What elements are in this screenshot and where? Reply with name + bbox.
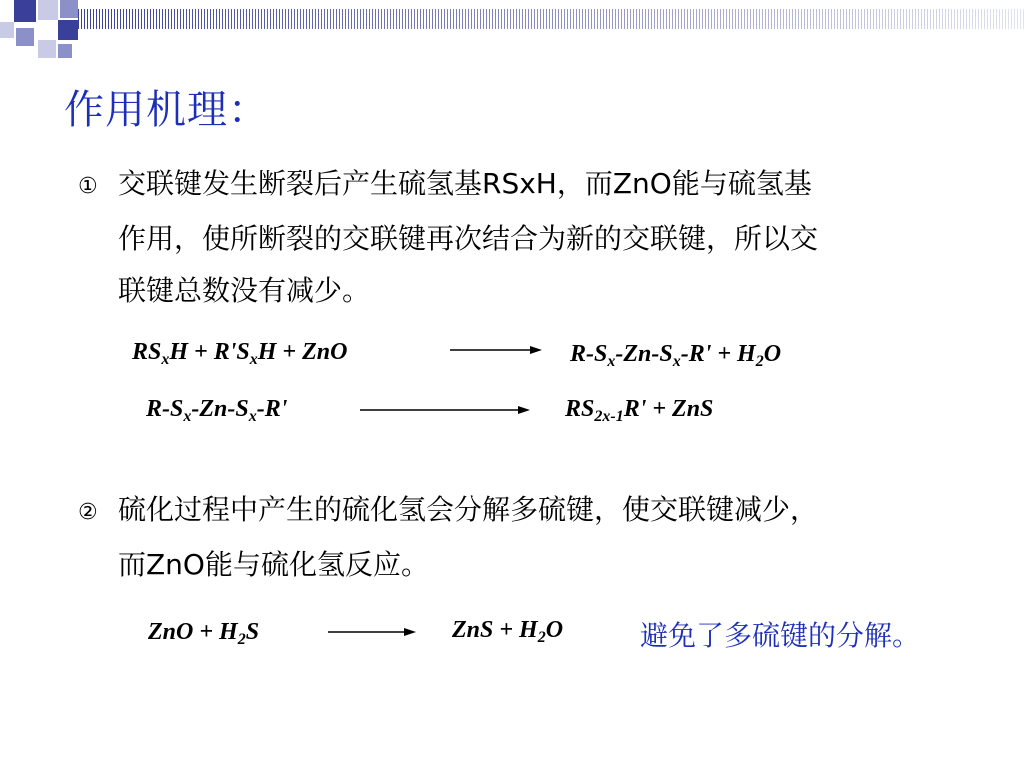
formula-text: -R' + H [680,341,756,367]
decor-square [14,0,36,22]
formula-text: RS [565,396,595,422]
decor-square [58,44,72,58]
equation-2-products [565,396,714,425]
formula-text: R' + ZnS [623,396,714,422]
formula-subscript: x [672,353,681,370]
equation-2-reactants [146,396,288,425]
formula-subscript: 2 [537,629,546,646]
formula-text: O [763,341,782,367]
formula-text: ZnS + H [452,617,538,643]
paragraph-line: 交联键发生断裂后产生硫氢基RSxH，而ZnO能与硫氢基 [118,167,812,200]
formula-subscript: 2 [237,631,246,648]
decor-square [38,0,58,20]
decor-square [0,22,14,38]
paragraph-marker: ② [78,500,98,525]
equation-3-reactants [148,619,260,648]
formula-subscript: x [183,408,192,425]
formula-subscript: 2x-1 [594,408,624,425]
paragraph-line: 而ZnO能与硫化氢反应。 [118,548,429,581]
decor-square [16,28,34,46]
corner-decoration [0,0,80,70]
formula-text: -Zn-S [615,341,673,367]
paragraph-line: 联键总数没有减少。 [118,274,371,307]
formula-text: RS [132,339,162,365]
formula-text: ZnO + H [148,619,238,645]
note-text: 避免了多硫键的分解。 [640,619,921,652]
paragraph-line: 硫化过程中产生的硫化氢会分解多硫键，使交联键减少， [118,493,819,526]
formula-text: -Zn-S [191,396,249,422]
header-gradient-bar [78,9,1024,29]
slide-title: 作用机理： [64,87,269,133]
formula-text: O [545,617,564,643]
formula-text: -R' [256,396,288,422]
equation-3-products [452,617,564,646]
formula-text: S [245,619,260,645]
decor-square [38,40,56,58]
formula-text: H + R'S [169,339,250,365]
equation-1-reactants [132,339,348,368]
reaction-arrow-icon [450,344,542,356]
equation-1-products [570,341,782,370]
paragraph-1 [78,158,978,317]
formula-subscript: x [607,353,616,370]
formula-text: R-S [570,341,608,367]
formula-subscript: x [161,351,170,368]
formula-text: H + ZnO [257,339,348,365]
reaction-arrow-icon [328,626,416,638]
decor-square [60,0,78,18]
reaction-arrow-icon [360,404,530,416]
decor-square [58,20,78,40]
formula-subscript: 2 [755,353,764,370]
formula-text: R-S [146,396,184,422]
paragraph-line: 作用，使所断裂的交联键再次结合为新的交联键，所以交 [118,222,819,255]
formula-subscript: x [249,351,258,368]
paragraph-marker: ① [78,174,98,199]
formula-subscript: x [248,408,257,425]
paragraph-2 [78,484,978,591]
